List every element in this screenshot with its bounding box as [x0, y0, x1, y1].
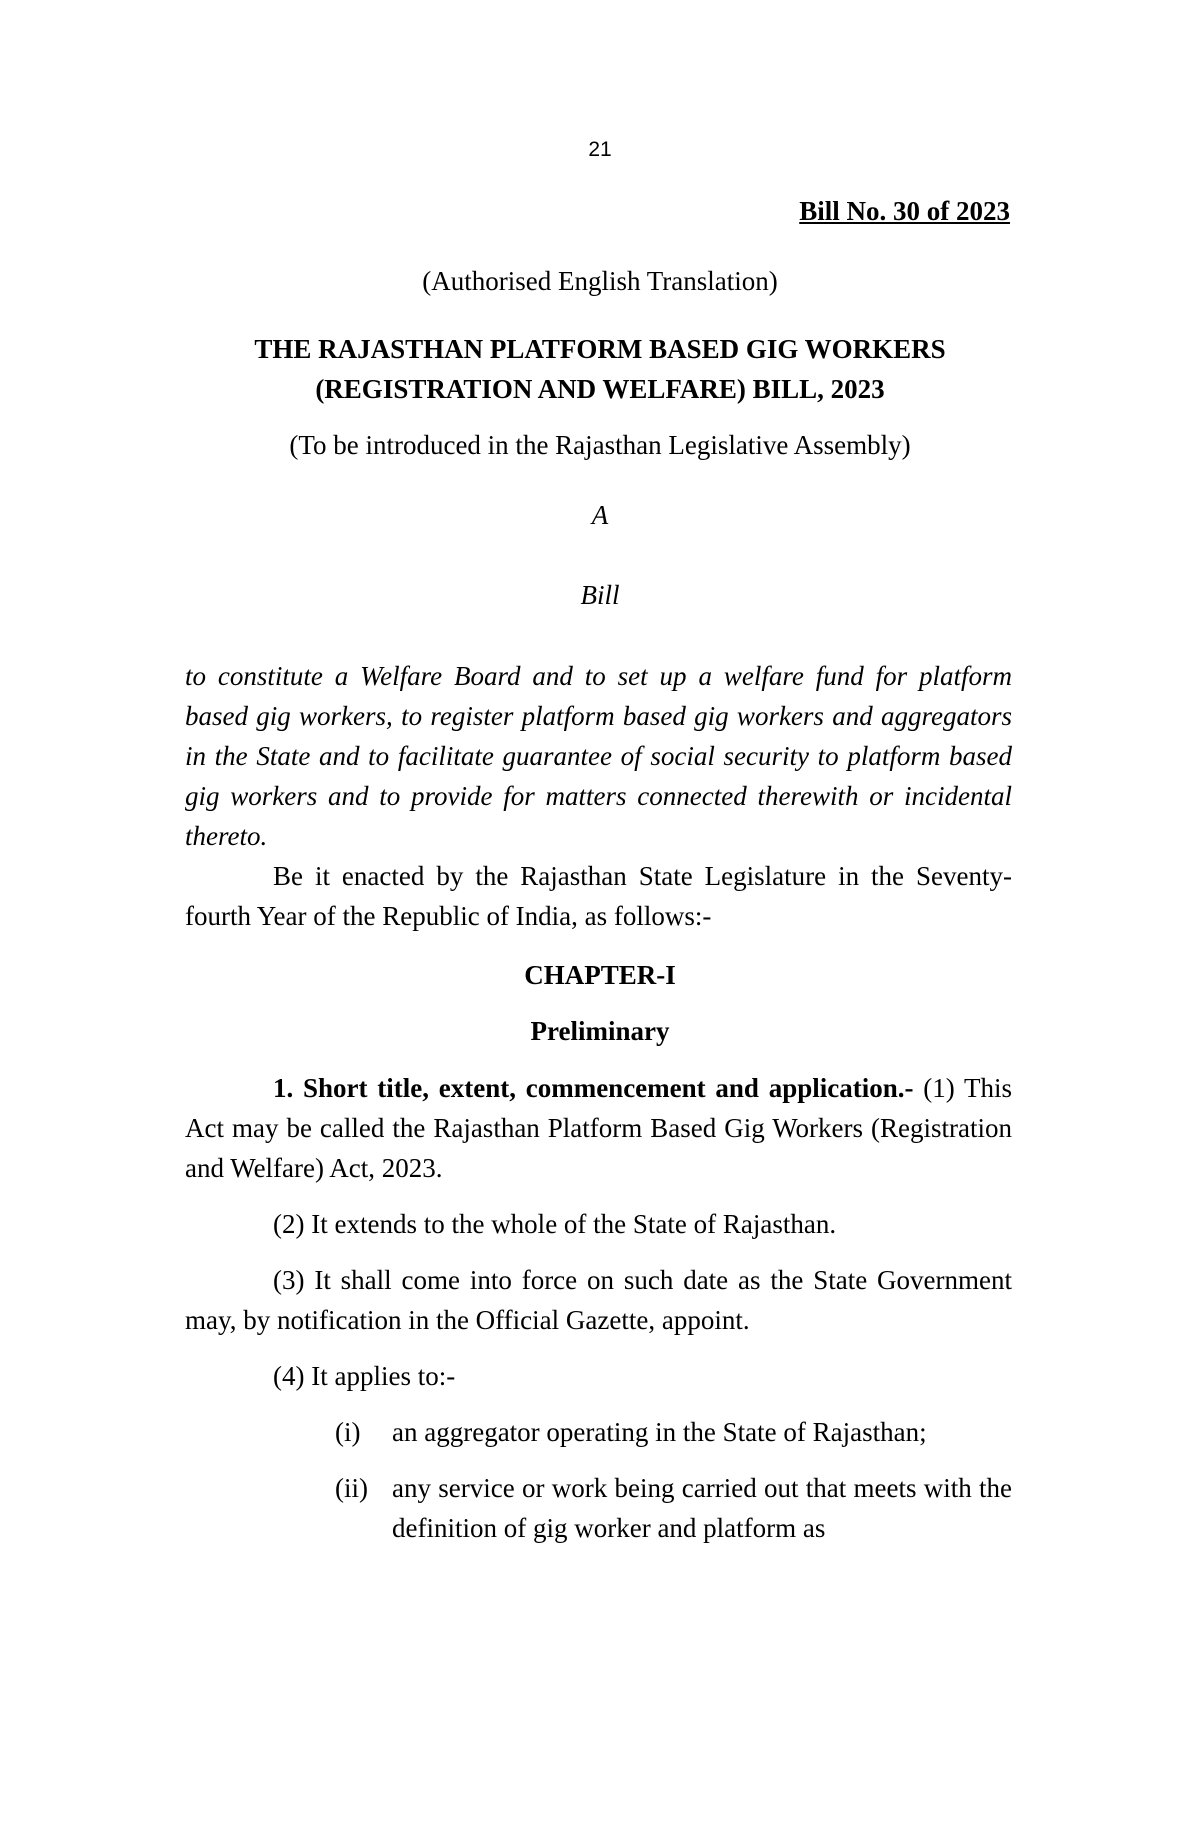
chapter-title: Preliminary	[530, 1016, 670, 1046]
bill-title-line-2: (REGISTRATION AND WELFARE) BILL, 2023	[315, 374, 885, 404]
page-number: 21	[588, 138, 612, 161]
list-item-text: any service or work being carried out that meets with the definition of gig worker and platform as	[392, 1473, 1012, 1543]
article-a: A	[591, 500, 609, 530]
subsection-4: (4) It applies to:-	[273, 1361, 456, 1391]
bill-word: Bill	[580, 580, 620, 610]
section-1-heading: 1. Short title, extent, commencement and application.-	[273, 1073, 914, 1103]
subsection-3: (3) It shall come into force on such date as the State Government may, by notification in the Official Gazette, appoint.	[185, 1265, 1012, 1335]
bill-title-line-1: THE RAJASTHAN PLATFORM BASED GIG WORKERS	[254, 334, 946, 364]
subsection-1: (1) This Act may be called the Rajasthan Platform Based Gig Workers (Registration and Welfare) Act, 2023.	[185, 1073, 1013, 1183]
chapter-heading: CHAPTER-I	[524, 960, 676, 990]
bill-number: Bill No. 30 of 2023	[799, 196, 1010, 226]
subsection-2: (2) It extends to the whole of the State of Rajasthan.	[273, 1209, 837, 1239]
introduced-note: (To be introduced in the Rajasthan Legislative Assembly)	[289, 430, 911, 460]
list-item-label: (ii)	[335, 1473, 368, 1503]
list-item-text: an aggregator operating in the State of Rajasthan;	[392, 1417, 927, 1447]
enacting-clause: Be it enacted by the Rajasthan State Legislature in the Seventy-fourth Year of the Republic of India, as follows:-	[185, 861, 1012, 931]
section-1	[185, 1068, 1012, 1188]
translation-note: (Authorised English Translation)	[422, 266, 778, 296]
list-item-label: (i)	[335, 1417, 361, 1447]
preamble: to constitute a Welfare Board and to set up a welfare fund for platform based gig workers, to register platform based gig workers and aggregators in the State and to facilitate guarantee of social security to platform based gig workers and to provide for matters connected therewith or incidental thereto.	[185, 661, 1012, 851]
